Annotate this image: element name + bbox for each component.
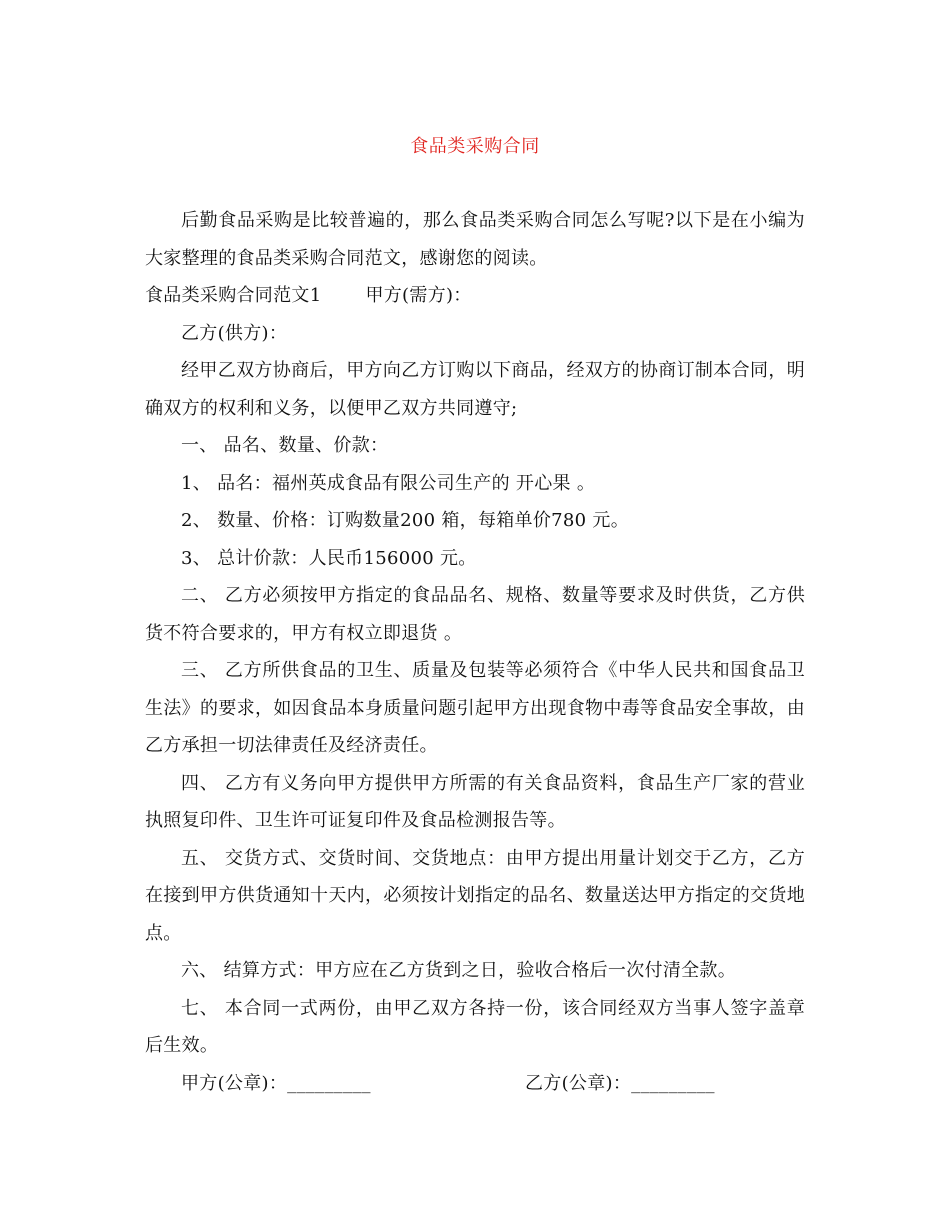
preamble-paragraph: 经甲乙双方协商后，甲方向乙方订购以下商品，经双方的协商订制本合同，明确双方的权利和义务，以便甲乙双方共同遵守; bbox=[145, 360, 805, 419]
clause-5: 五、 交货方式、交货时间、交货地点：由甲方提出用量计划交于乙方，乙方在接到甲方供货通知十天内，必须按计划指定的品名、数量送达甲方指定的交货地点。 bbox=[145, 847, 805, 944]
party-a-seal-line: 甲方(公章)：_________ bbox=[181, 1072, 371, 1094]
intro-paragraph: 后勤食品采购是比较普遍的，那么食品类采购合同怎么写呢?以下是在小编为大家整理的食品类采购合同范文，感谢您的阅读。 bbox=[145, 210, 805, 269]
clause-6: 六、 结算方式：甲方应在乙方货到之日，验收合格后一次付清全款。 bbox=[181, 960, 737, 981]
clause-3: 三、 乙方所供食品的卫生、质量及包装等必须符合《中华人民共和国食品卫生法》的要求，如因食品本身质量问题引起甲方出现食物中毒等食品安全事故，由乙方承担一切法律责任及经济责任。 bbox=[145, 660, 805, 756]
party-a-label: 甲方(需方)： bbox=[365, 285, 472, 306]
party-b-seal-line: 乙方(公章)：_________ bbox=[525, 1072, 715, 1094]
clause-4: 四、 乙方有义务向甲方提供甲方所需的有关食品资料，食品生产厂家的营业执照复印件、卫生许可证复印件及食品检测报告等。 bbox=[145, 772, 805, 831]
sample-heading-line bbox=[145, 277, 805, 315]
document-body bbox=[145, 202, 805, 1102]
clause-1-heading: 一、 品名、数量、价款： bbox=[181, 435, 389, 456]
clause-2: 二、 乙方必须按甲方指定的食品品名、规格、数量等要求及时供货，乙方供货不符合要求的，甲方有权立即退货 。 bbox=[145, 585, 805, 644]
clause-1-item-quantity: 2、 数量、价格：订购数量200 箱，每箱单价780 元。 bbox=[181, 510, 630, 531]
signature-row bbox=[145, 1065, 805, 1103]
clause-1-item-name: 1、 品名：福州英成食品有限公司生产的 开心果 。 bbox=[181, 472, 596, 494]
document-title: 食品类采购合同 bbox=[410, 136, 540, 157]
party-b-label: 乙方(供方)： bbox=[181, 322, 288, 344]
clause-1-item-total: 3、 总计价款：人民币156000 元。 bbox=[181, 547, 477, 569]
clause-7: 七、 本合同一式两份，由甲乙双方各持一份，该合同经双方当事人签字盖章后生效。 bbox=[145, 997, 805, 1056]
sample-label: 食品类采购合同范文1 bbox=[145, 285, 322, 306]
